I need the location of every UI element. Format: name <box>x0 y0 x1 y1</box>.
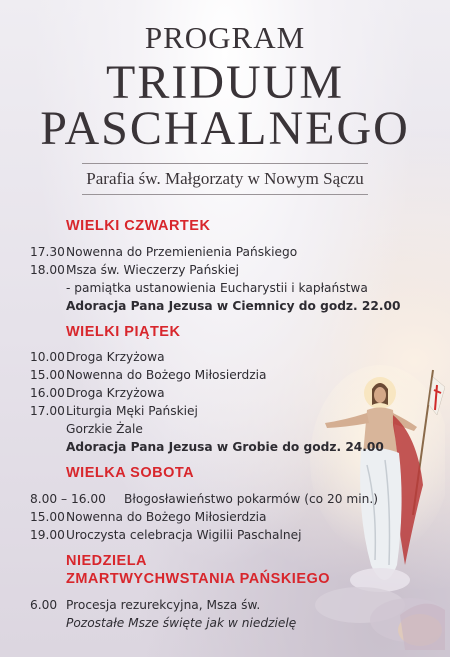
section-title-sunday-line2: ZMARTWYCHWSTANIA PAŃSKIEGO <box>66 571 331 587</box>
schedule-time: 17.00 <box>30 404 65 418</box>
schedule-text: Gorzkie Żale <box>66 422 143 436</box>
schedule-time: 17.30 <box>30 245 65 259</box>
schedule-time: 8.00 – 16.00 <box>30 492 106 506</box>
risen-christ-image <box>305 365 445 650</box>
section-title-friday: WIELKI PIĄTEK <box>66 324 181 340</box>
schedule-time: 18.00 <box>30 263 65 277</box>
schedule-time: 15.00 <box>30 510 65 524</box>
triduum-title: TRIDUUM <box>106 56 344 109</box>
section-title-sunday-line1: NIEDZIELA <box>66 553 148 569</box>
schedule-time: 15.00 <box>30 368 65 382</box>
schedule-time: 16.00 <box>30 386 65 400</box>
program-title: PROGRAM <box>144 20 306 55</box>
top-divider <box>82 163 368 164</box>
schedule-text: Droga Krzyżowa <box>66 386 165 400</box>
schedule-text: Uroczysta celebracja Wigilii Paschalnej <box>66 528 302 542</box>
bottom-divider <box>82 194 368 195</box>
schedule-time: 10.00 <box>30 350 65 364</box>
schedule-time: 6.00 <box>30 598 58 612</box>
schedule-text: Procesja rezurekcyjna, Msza św. <box>66 598 261 612</box>
schedule-text: Adoracja Pana Jezusa w Grobie do godz. 24.00 <box>66 440 384 454</box>
schedule-text: Nowenna do Bożego Miłosierdzia <box>66 368 267 382</box>
schedule-text: Msza św. Wieczerzy Pańskiej <box>66 263 239 277</box>
paschalnego-title: PASCHALNEGO <box>40 102 410 155</box>
schedule-text: Adoracja Pana Jezusa w Ciemnicy do godz. 22.00 <box>66 299 401 313</box>
section-title-thursday: WIELKI CZWARTEK <box>66 218 211 234</box>
schedule-text: Błogosławieństwo pokarmów (co 20 min.) <box>124 492 379 506</box>
schedule-text: Droga Krzyżowa <box>66 350 165 364</box>
section-title-saturday: WIELKA SOBOTA <box>66 465 195 481</box>
schedule-text: Nowenna do Przemienienia Pańskiego <box>66 245 298 259</box>
schedule-text: Pozostałe Msze święte jak w niedzielę <box>66 616 297 630</box>
parish-name: Parafia św. Małgorzaty w Nowym Sączu <box>86 169 364 188</box>
schedule-time: 19.00 <box>30 528 65 542</box>
schedule-text: Liturgia Męki Pańskiej <box>66 404 198 418</box>
schedule-text: - pamiątka ustanowienia Eucharystii i kapłaństwa <box>66 281 368 295</box>
schedule-text: Nowenna do Bożego Miłosierdzia <box>66 510 267 524</box>
